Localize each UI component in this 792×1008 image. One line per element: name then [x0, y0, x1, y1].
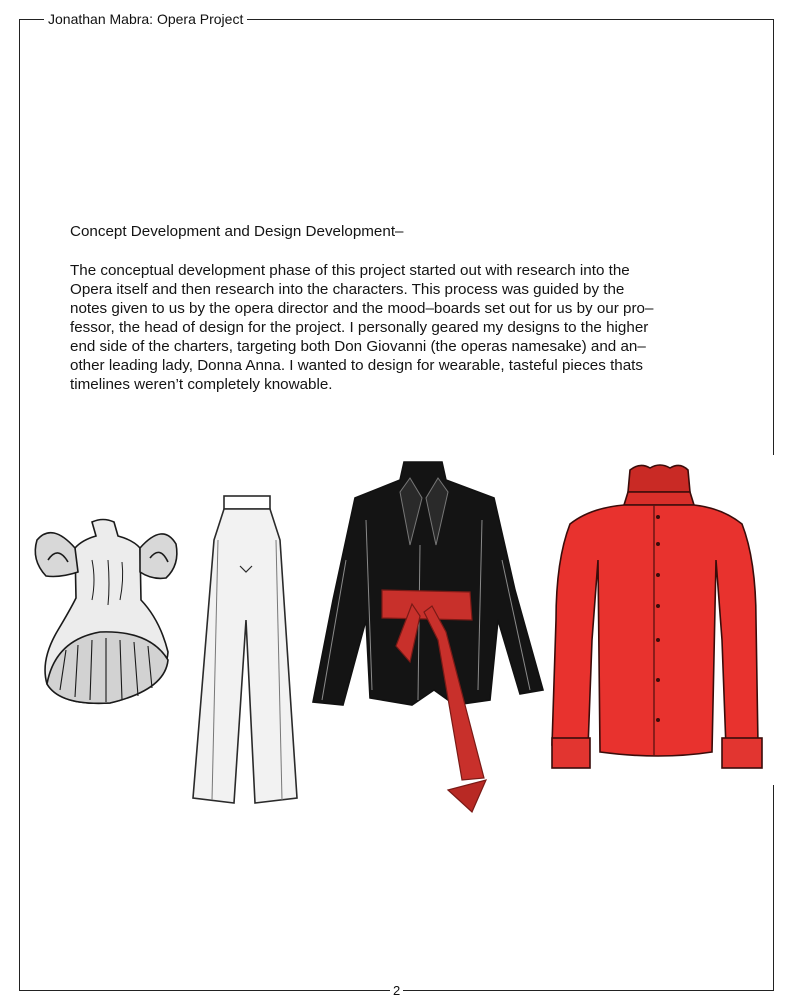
document-header: Jonathan Mabra: Opera Project	[44, 11, 247, 28]
body-line: Opera itself and then research into the characters. This process was guided by the	[70, 281, 625, 298]
wide-leg-trousers-sketch	[193, 496, 297, 803]
body-line: The conceptual development phase of this project started out with research into the	[70, 262, 630, 279]
section-title: Concept Development and Design Development–	[70, 223, 404, 240]
body-line: other leading lady, Donna Anna. I wanted to design for wearable, tasteful pieces thats	[70, 357, 643, 374]
body-line: fessor, the head of design for the project. I personally geared my designs to the higher	[70, 319, 649, 336]
text-content	[70, 222, 720, 394]
page-number: 2	[390, 983, 403, 999]
body-line: notes given to us by the opera director and the mood–boards set out for us by our pro–	[70, 300, 654, 317]
red-ruffle-collar-shirt-sketch	[552, 465, 762, 768]
body-line: timelines weren’t completely knowable.	[70, 376, 333, 393]
black-jacket-red-sash-sketch	[313, 462, 543, 812]
costume-illustrations	[0, 450, 792, 830]
body-line: end side of the charters, targeting both Don Giovanni (the operas namesake) and an–	[70, 338, 646, 355]
body-paragraph	[70, 261, 720, 394]
